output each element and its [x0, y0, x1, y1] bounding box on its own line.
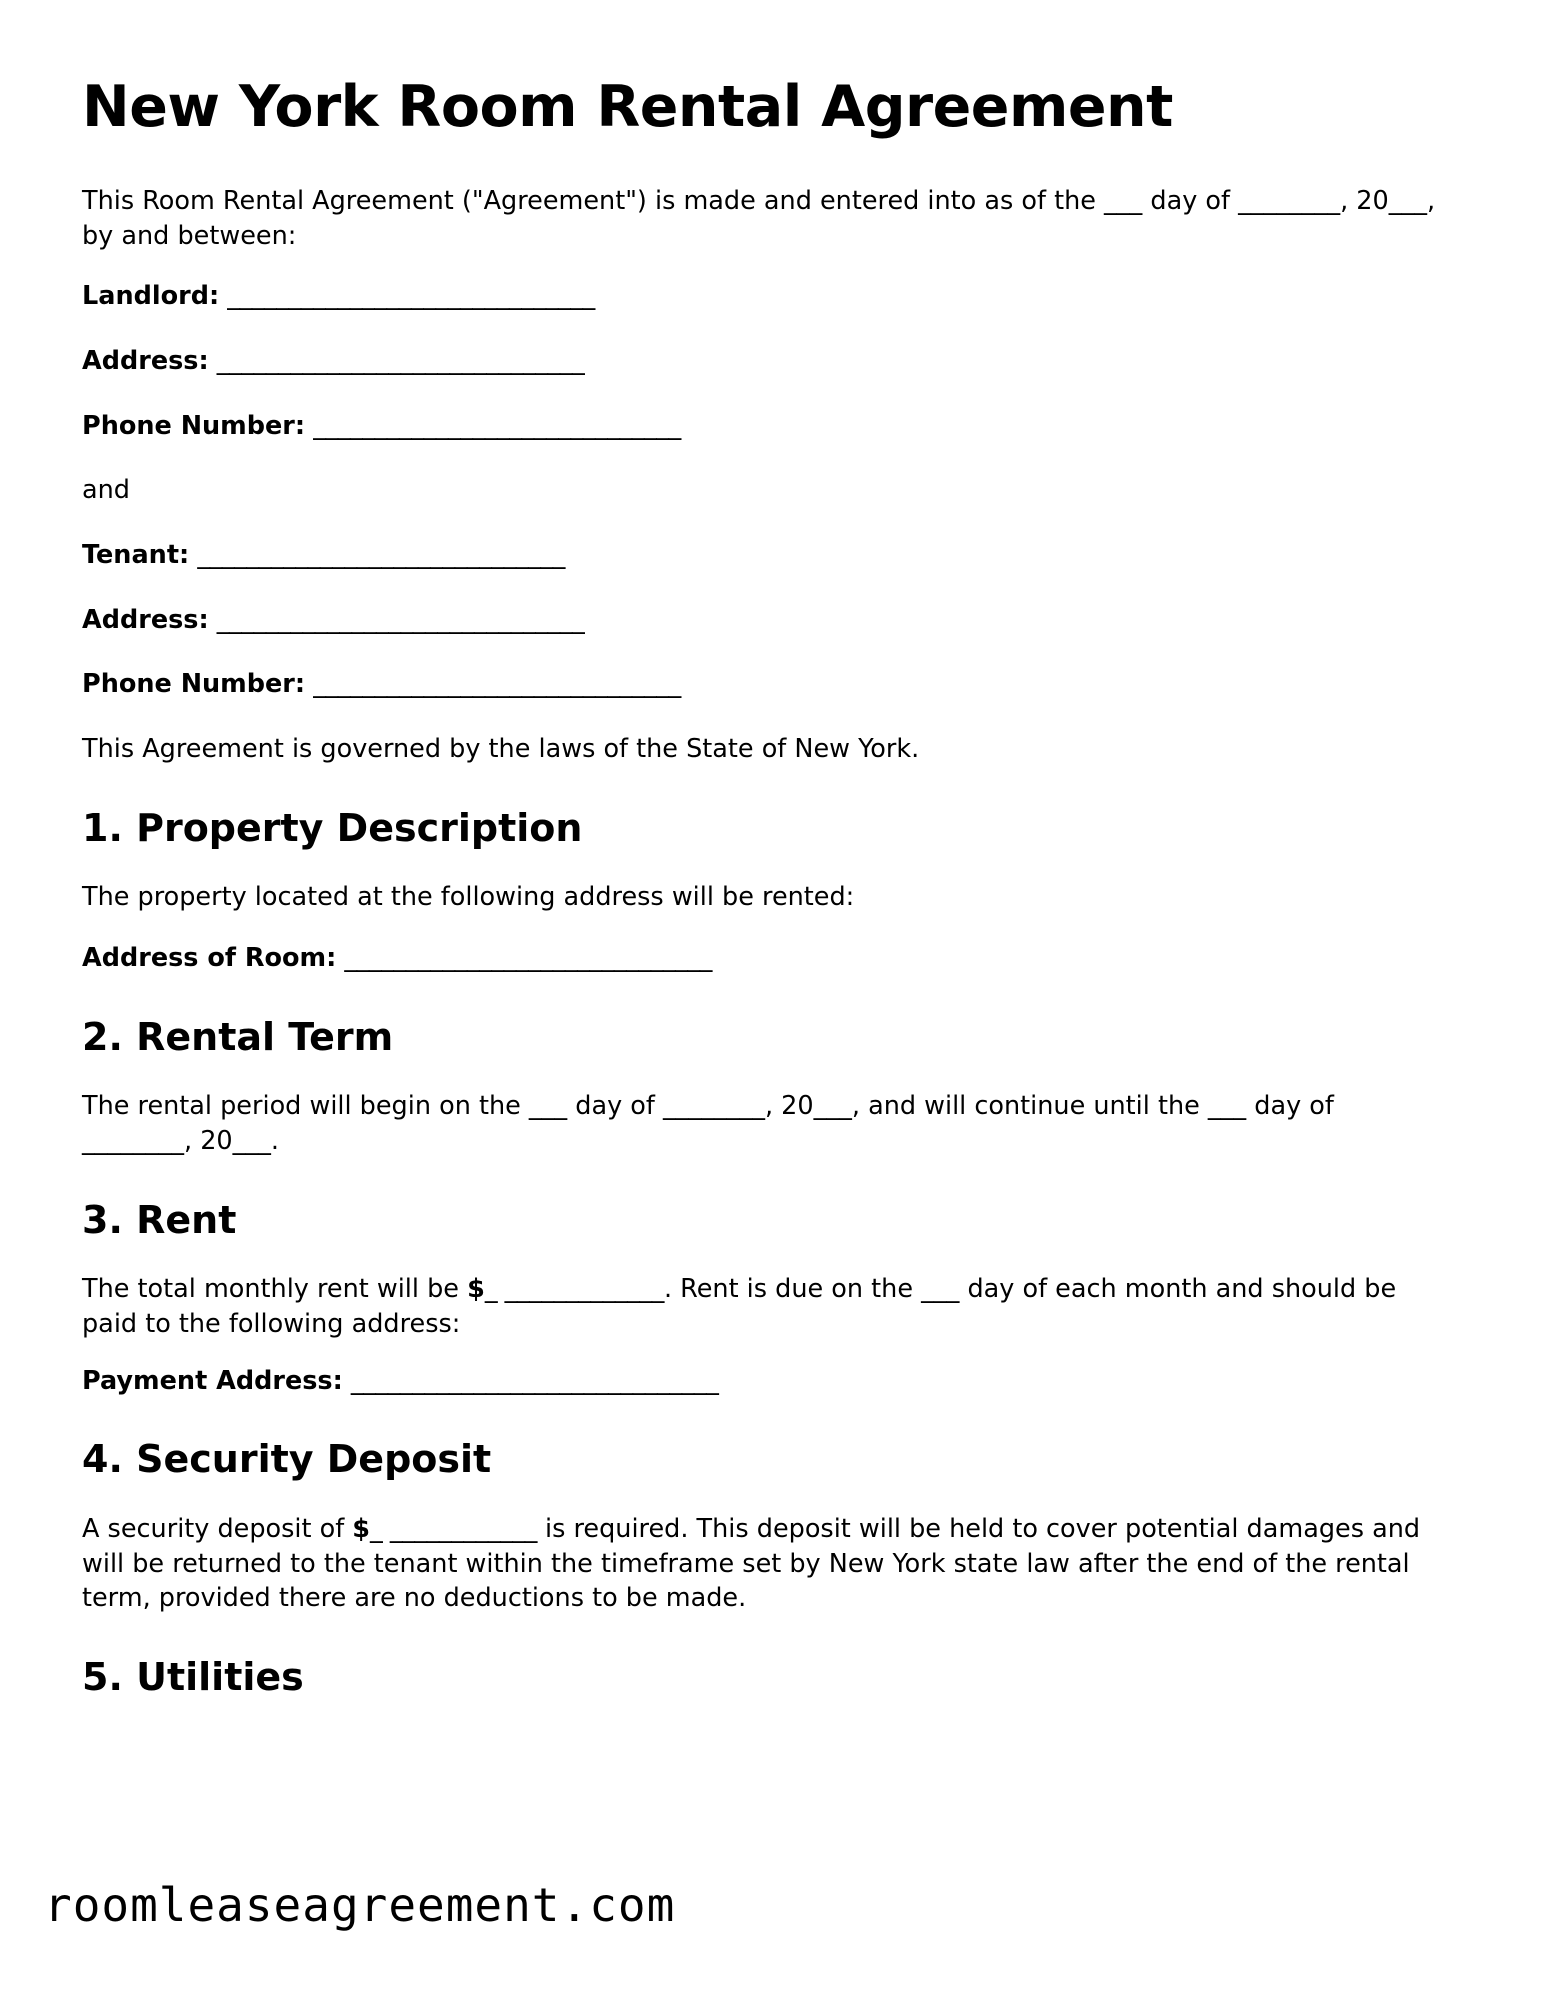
parties-connector: and — [82, 475, 130, 506]
footer-watermark: roomleaseagreement.com — [44, 1878, 676, 1932]
field-address-of-room — [82, 941, 1458, 976]
intro-paragraph: This Room Rental Agreement ("Agreement") is made and entered into as of the ___ day of ________, 20___, by and between: — [82, 185, 1436, 251]
field-landlord-name — [82, 279, 1458, 314]
section-heading-property-description: 1. Property Description — [82, 805, 583, 850]
dollar-sign: $ — [352, 1514, 371, 1545]
field-label: Tenant: — [82, 539, 190, 570]
section-body-property-description: The property located at the following address will be rented: — [82, 882, 855, 913]
rent-body-suffix: . Rent is due on the ___ day of each month and should be paid to the following address: — [82, 1274, 1397, 1339]
field-label: Address: — [82, 604, 209, 635]
field-blank-line[interactable]: ______________________________ — [313, 669, 681, 700]
section-heading-rent: 3. Rent — [82, 1197, 237, 1242]
field-label: Payment Address: — [82, 1365, 343, 1396]
field-blank-line[interactable]: ______________________________ — [216, 345, 585, 376]
page-title: New York Room Rental Agreement — [82, 74, 1173, 140]
section-body-rent — [82, 1272, 1437, 1341]
field-tenant-phone — [82, 667, 1458, 702]
deposit-amount-blank[interactable]: _ ____________ — [370, 1514, 537, 1545]
section-heading-rental-term: 2. Rental Term — [82, 1014, 394, 1059]
field-label: Phone Number: — [82, 410, 306, 441]
field-blank-line[interactable]: ______________________________ — [344, 942, 712, 973]
field-blank-line[interactable]: ______________________________ — [227, 281, 595, 312]
field-blank-line[interactable]: ______________________________ — [313, 410, 681, 441]
section-heading-utilities: 5. Utilities — [82, 1655, 304, 1700]
field-tenant-address — [82, 603, 1458, 638]
dollar-sign: $ — [467, 1274, 485, 1305]
field-landlord-phone — [82, 409, 1458, 444]
field-label: Address: — [82, 345, 209, 376]
field-blank-line[interactable]: ______________________________ — [216, 604, 585, 635]
rent-amount-blank[interactable]: _ _____________ — [484, 1274, 664, 1305]
field-blank-line[interactable]: ______________________________ — [197, 539, 565, 570]
field-label: Address of Room: — [82, 942, 337, 973]
field-landlord-address — [82, 344, 1458, 379]
field-label: Phone Number: — [82, 669, 306, 700]
section-body-security-deposit — [82, 1512, 1437, 1616]
deposit-body-prefix: A security deposit of — [82, 1514, 353, 1545]
field-blank-line[interactable]: ______________________________ — [350, 1365, 719, 1396]
section-body-rental-term: The rental period will begin on the ___ day of ________, 20___, and will continue until the ___ day of ________, 20___. — [82, 1091, 1334, 1156]
field-tenant-name — [82, 538, 1458, 573]
rent-body-prefix: The total monthly rent will be — [82, 1274, 468, 1305]
field-label: Landlord: — [82, 281, 220, 312]
section-heading-security-deposit: 4. Security Deposit — [82, 1437, 492, 1482]
deposit-body-suffix: is required. This deposit will be held to cover potential damages and will be returned to the tenant within the timeframe set by New York state law after the end of the rental term, provided there are no deductions to be made. — [82, 1514, 1421, 1614]
governing-law-paragraph: This Agreement is governed by the laws of the State of New York. — [82, 733, 920, 764]
field-payment-address — [82, 1364, 1458, 1399]
